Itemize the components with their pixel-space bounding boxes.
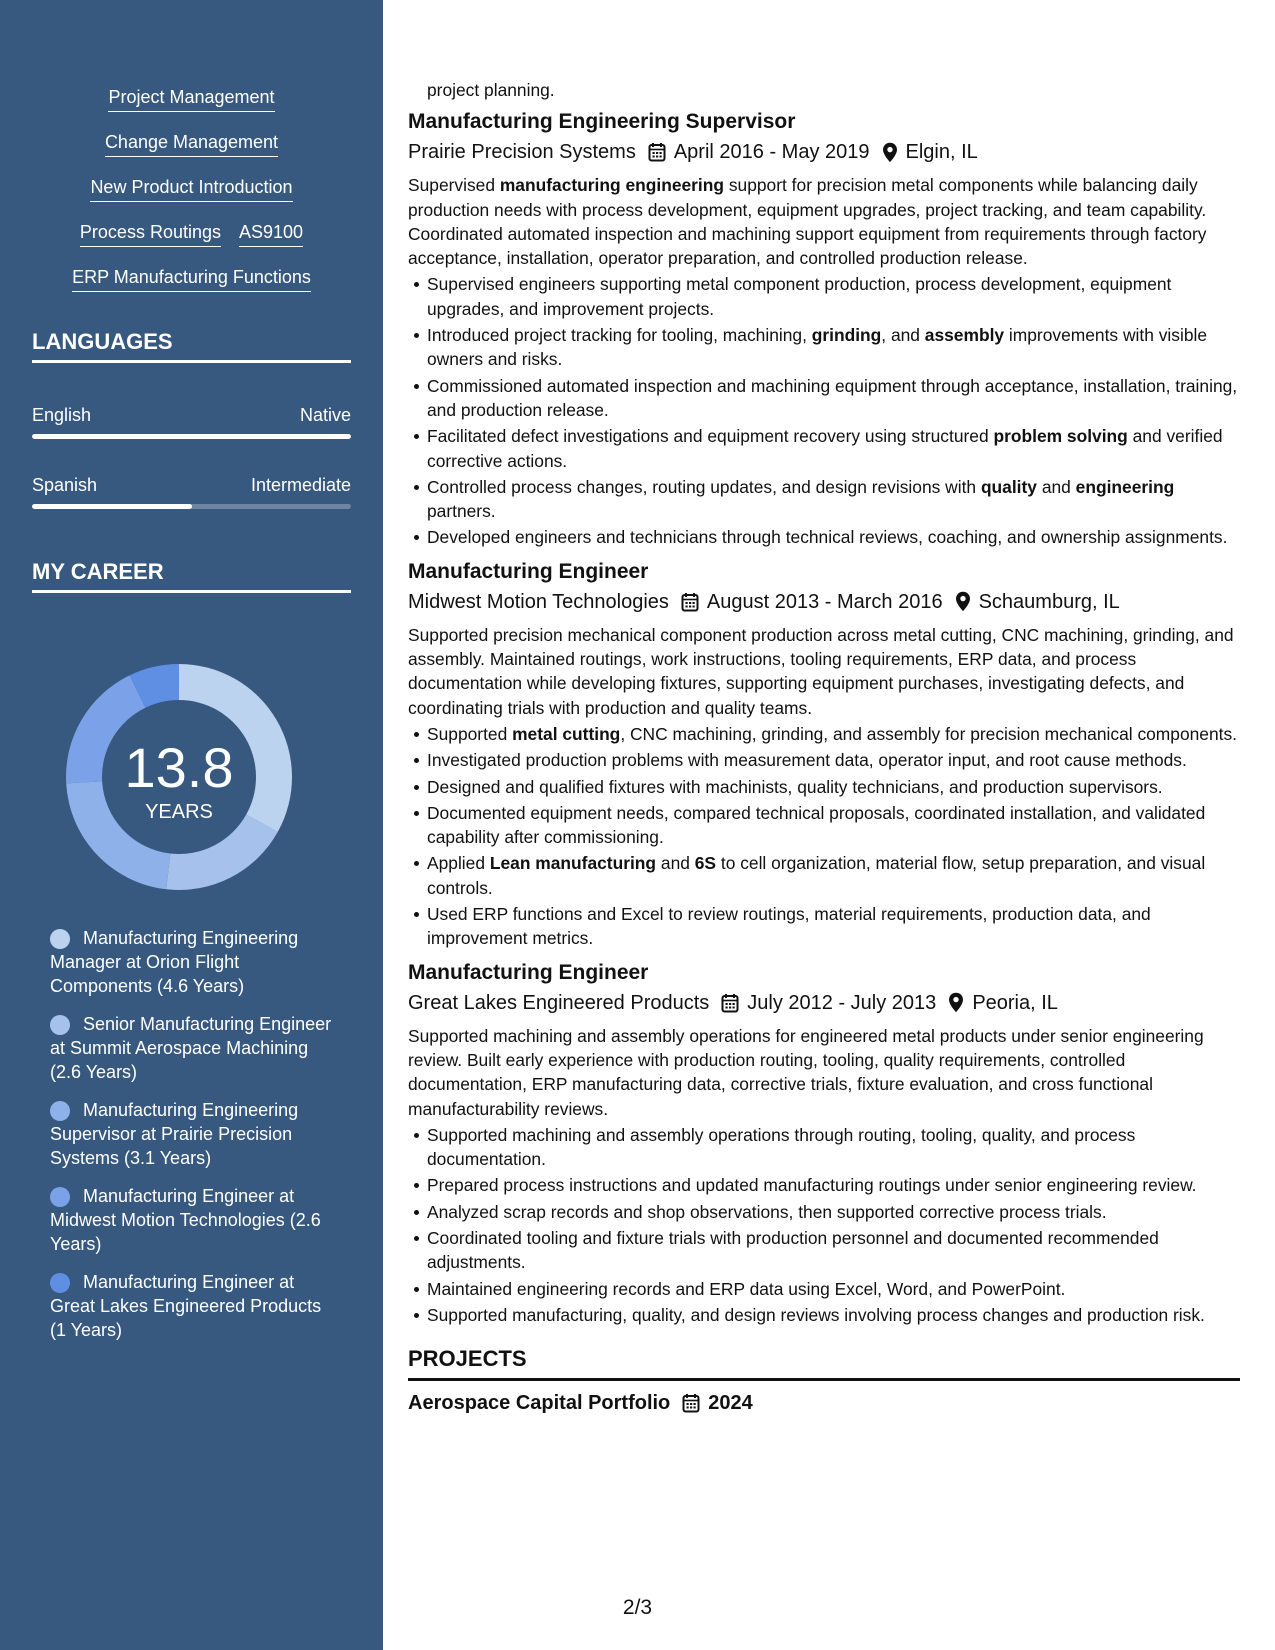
job-bullet: Supported manufacturing, quality, and design reviews involving process changes and production risk. [427, 1303, 1240, 1327]
job-bullet: Applied Lean manufacturing and 6S to cell organization, material flow, setup preparation, and visual controls. [427, 851, 1240, 900]
sidebar [0, 0, 383, 1650]
job-bullet: Used ERP functions and Excel to review routings, material requirements, production data, and improvement metrics. [427, 902, 1240, 951]
languages-heading: LANGUAGES [32, 328, 351, 363]
skill-tag: Project Management [108, 86, 274, 112]
calendar-icon [682, 1393, 700, 1413]
job-bullet: Commissioned automated inspection and machining equipment through acceptance, installation, training, and production release. [427, 374, 1240, 423]
job-bullets [408, 272, 1240, 549]
career-legend-item [50, 1012, 340, 1084]
job-bullet: Developed engineers and technicians through technical reviews, coaching, and ownership assignments. [427, 525, 1240, 549]
project-entry [408, 1389, 1240, 1417]
career-years-unit: YEARS [145, 801, 213, 823]
job-bullet: Maintained engineering records and ERP data using Excel, Word, and PowerPoint. [427, 1277, 1240, 1301]
language-proficiency-fill [32, 434, 351, 439]
project-year: 2024 [708, 1392, 753, 1415]
calendar-icon [721, 993, 739, 1013]
job-summary: Supervised manufacturing engineering support for precision metal components while balancing daily production needs with process development, equipment upgrades, project tracking, and team capability. Coordinated automated inspection and machining support equipment from requirements through factory acceptance, installation, operator preparation, and controlled production release. [408, 175, 1207, 269]
language-row [32, 474, 351, 496]
language-proficiency-fill [32, 504, 192, 509]
language-proficiency-bar [32, 434, 351, 439]
job-dates: July 2012 - July 2013 [747, 991, 937, 1014]
job-title: Manufacturing Engineering Supervisor [408, 110, 796, 134]
job-summary: Supported precision mechanical component production across metal cutting, CNC machining, grinding, and assembly. Maintained routings, work instructions, tooling requirements, ERP data, and process documentation while developing fixtures, supporting equipment purchases, investigating defects, and coordinating trials with production and quality teams. [408, 624, 1234, 718]
career-legend-text: Senior Manufacturing Engineer at Summit Aerospace Machining (2.6 Years) [50, 1014, 332, 1082]
job-bullet: Analyzed scrap records and shop observations, then supported corrective process trials. [427, 1200, 1240, 1224]
career-heading: MY CAREER [32, 558, 351, 593]
page-number: 2/3 [622, 1596, 653, 1619]
job-summary: Supported machining and assembly operations for engineered metal products under senior engineering review. Built early experience with production routing, tooling, quality requirements, controlled documentation, ERP manufacturing data, corrective trials, fixture evaluation, and cross functional manufacturability reviews. [408, 1025, 1204, 1119]
language-level: Native [299, 405, 351, 425]
location-pin-icon [955, 591, 971, 612]
project-name: Aerospace Capital Portfolio [408, 1392, 671, 1415]
job-title: Manufacturing Engineer [408, 960, 649, 984]
job-bullet: Coordinated tooling and fixture trials with production personnel and documented recommended adjustments. [427, 1226, 1240, 1275]
job-bullet: Supervised engineers supporting metal component production, process development, equipment upgrades, and improvement projects. [427, 272, 1240, 321]
skill-row [0, 176, 383, 221]
legend-dot-icon [50, 929, 70, 949]
skill-tag: AS9100 [239, 221, 303, 247]
job-company: Prairie Precision Systems [408, 141, 636, 164]
job-company: Great Lakes Engineered Products [408, 991, 710, 1014]
language-proficiency-bar [32, 504, 351, 509]
legend-dot-icon [50, 1101, 70, 1121]
job-bullet: Controlled process changes, routing updates, and design revisions with quality and engineering partners. [427, 475, 1240, 524]
career-donut-chart [64, 662, 294, 892]
job-bullet: Designed and qualified fixtures with machinists, quality technicians, and production supervisors. [427, 775, 1240, 799]
skills-list [0, 86, 383, 311]
job-location: Elgin, IL [905, 141, 978, 164]
language-row [32, 404, 351, 426]
legend-dot-icon [50, 1015, 70, 1035]
skill-tag: ERP Manufacturing Functions [72, 266, 311, 292]
projects-list [408, 1389, 1240, 1417]
legend-dot-icon [50, 1273, 70, 1293]
career-legend [50, 926, 340, 1356]
experience-list [408, 108, 1240, 1327]
career-legend-item [50, 1184, 340, 1256]
projects-heading: PROJECTS [408, 1345, 1240, 1381]
career-legend-item [50, 1270, 340, 1342]
job-dates: August 2013 - March 2016 [706, 590, 943, 613]
skill-tag: New Product Introduction [90, 176, 292, 202]
carryover-text: project planning. [427, 80, 555, 100]
calendar-icon [681, 592, 699, 612]
job-location: Schaumburg, IL [978, 590, 1120, 613]
career-legend-text: Manufacturing Engineering Manager at Orion Flight Components (4.6 Years) [50, 928, 299, 996]
donut-slice [166, 814, 277, 890]
job-entry [408, 959, 1240, 1328]
skill-row [0, 131, 383, 176]
location-pin-icon [882, 142, 898, 163]
skill-row [0, 221, 383, 266]
language-name: Spanish [32, 475, 98, 495]
job-entry [408, 108, 1240, 549]
career-total-years: 13.8 [124, 736, 234, 799]
job-bullet: Investigated production problems with measurement data, operator input, and root cause methods. [427, 748, 1240, 772]
job-bullet: Introduced project tracking for tooling, machining, grinding, and assembly improvements with visible owners and risks. [427, 323, 1240, 372]
job-location: Peoria, IL [972, 991, 1058, 1014]
language-item [32, 404, 351, 439]
job-bullet: Prepared process instructions and updated manufacturing routings under senior engineering review. [427, 1173, 1240, 1197]
career-legend-text: Manufacturing Engineer at Midwest Motion Technologies (2.6 Years) [50, 1186, 321, 1254]
location-pin-icon [948, 992, 964, 1013]
job-bullet: Supported metal cutting, CNC machining, grinding, and assembly for precision mechanical components. [427, 722, 1240, 746]
language-item [32, 474, 351, 509]
job-title: Manufacturing Engineer [408, 559, 649, 583]
skill-row [0, 86, 383, 131]
job-bullet: Supported machining and assembly operations through routing, tooling, quality, and process documentation. [427, 1123, 1240, 1172]
job-meta [408, 588, 1240, 616]
job-meta [408, 138, 1240, 166]
job-entry [408, 558, 1240, 951]
career-legend-text: Manufacturing Engineer at Great Lakes Engineered Products (1 Years) [50, 1272, 322, 1340]
language-name: English [32, 405, 92, 425]
legend-dot-icon [50, 1187, 70, 1207]
job-bullets [408, 1123, 1240, 1327]
job-bullet: Documented equipment needs, compared technical proposals, coordinated installation, and validated capability after commissioning. [427, 801, 1240, 850]
job-bullets [408, 722, 1240, 951]
calendar-icon [648, 142, 666, 162]
job-meta [408, 989, 1240, 1017]
career-legend-item [50, 926, 340, 998]
career-legend-text: Manufacturing Engineering Supervisor at Prairie Precision Systems (3.1 Years) [50, 1100, 299, 1168]
career-legend-item [50, 1098, 340, 1170]
job-bullet: Facilitated defect investigations and equipment recovery using structured problem solving and verified corrective actions. [427, 424, 1240, 473]
main-content [408, 78, 1240, 1417]
skill-tag: Process Routings [80, 221, 221, 247]
skill-row [0, 266, 383, 311]
skill-tag: Change Management [105, 131, 278, 157]
job-dates: April 2016 - May 2019 [673, 141, 870, 164]
job-company: Midwest Motion Technologies [408, 590, 669, 613]
language-level: Intermediate [250, 475, 351, 495]
